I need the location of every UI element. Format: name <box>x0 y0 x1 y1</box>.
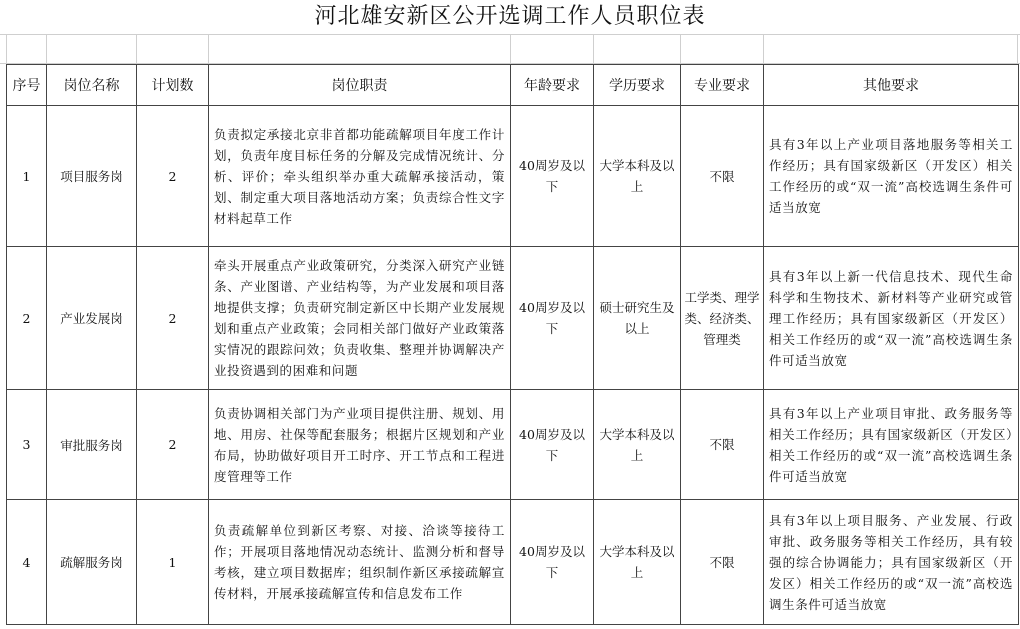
cell-other: 具有3年以上产业项目落地服务等相关工作经历；具有国家级新区（开发区）相关工作经历的或“双一流”高校选调生条件可适当放宽 <box>764 106 1019 247</box>
cell-plan: 2 <box>137 106 209 247</box>
cell-duty: 负责协调相关部门为产业项目提供注册、规划、用地、用房、社保等配套服务；根据片区规划和产业布局，协助做好项目开工时序、开工节点和工程进度管理等工作 <box>209 390 511 500</box>
cell-major: 不限 <box>681 106 764 247</box>
grid-line <box>763 34 764 64</box>
cell-other: 具有3年以上新一代信息技术、现代生命科学和生物技术、新材料等产业研究或管理工作经历；具有国家级新区（开发区）相关工作经历的或“双一流”高校选调生条件可适当放宽 <box>764 247 1019 390</box>
cell-plan: 2 <box>137 390 209 500</box>
cell-name: 项目服务岗 <box>47 106 137 247</box>
cell-duty: 牵头开展重点产业政策研究，分类深入研究产业链条、产业图谱、产业结构等，为产业发展和项目落地提供支撑；负责研究制定新区中长期产业发展规划和重点产业政策；会同相关部门做好产业政策落实情况的跟踪问效；负责收集、整理并协调解决产业投资遇到的困难和问题 <box>209 247 511 390</box>
cell-age: 40周岁及以下 <box>511 500 594 625</box>
cell-edu: 大学本科及以上 <box>594 390 681 500</box>
header-edu: 学历要求 <box>594 65 681 106</box>
header-age: 年龄要求 <box>511 65 594 106</box>
header-name: 岗位名称 <box>47 65 137 106</box>
cell-no: 2 <box>7 247 47 390</box>
table-row <box>7 106 1019 247</box>
cell-edu: 大学本科及以上 <box>594 500 681 625</box>
position-table <box>6 64 1019 625</box>
grid-line <box>593 34 594 64</box>
cell-no: 3 <box>7 390 47 500</box>
cell-age: 40周岁及以下 <box>511 247 594 390</box>
table-row <box>7 500 1019 625</box>
header-row <box>7 65 1019 106</box>
grid-line <box>1017 34 1018 64</box>
table-row <box>7 247 1019 390</box>
table-row <box>7 390 1019 500</box>
cell-other: 具有3年以上项目服务、产业发展、行政审批、政务服务等相关工作经历，具有较强的综合协调能力；具有国家级新区（开发区）相关工作经历的或“双一流”高校选调生条件可适当放宽 <box>764 500 1019 625</box>
grid-line <box>6 34 7 64</box>
grid-line <box>208 34 209 64</box>
cell-age: 40周岁及以下 <box>511 106 594 247</box>
grid-line <box>136 34 137 64</box>
cell-no: 1 <box>7 106 47 247</box>
cell-name: 审批服务岗 <box>47 390 137 500</box>
page-title: 河北雄安新区公开选调工作人员职位表 <box>314 4 706 29</box>
header-no: 序号 <box>7 65 47 106</box>
cell-edu: 硕士研究生及以上 <box>594 247 681 390</box>
grid-line <box>46 34 47 64</box>
grid-line <box>680 34 681 64</box>
cell-major: 工学类、理学类、经济类、管理类 <box>681 247 764 390</box>
cell-plan: 1 <box>137 500 209 625</box>
cell-plan: 2 <box>137 247 209 390</box>
cell-duty: 负责疏解单位到新区考察、对接、洽谈等接待工作；开展项目落地情况动态统计、监测分析和督导考核，建立项目数据库；组织制作新区承接疏解宣传材料，开展承接疏解宣传和信息发布工作 <box>209 500 511 625</box>
cell-name: 产业发展岗 <box>47 247 137 390</box>
header-plan: 计划数 <box>137 65 209 106</box>
cell-age: 40周岁及以下 <box>511 390 594 500</box>
cell-duty: 负责拟定承接北京非首都功能疏解项目年度工作计划，负责年度目标任务的分解及完成情况统计、分析、评价；牵头组织举办重大疏解承接活动，策划、制定重大项目落地活动方案；负责综合性文字材料起草工作 <box>209 106 511 247</box>
cell-no: 4 <box>7 500 47 625</box>
cell-other: 具有3年以上产业项目审批、政务服务等相关工作经历；具有国家级新区（开发区）相关工作经历的或“双一流”高校选调生条件可适当放宽 <box>764 390 1019 500</box>
cell-edu: 大学本科及以上 <box>594 106 681 247</box>
cell-major: 不限 <box>681 390 764 500</box>
header-other: 其他要求 <box>764 65 1019 106</box>
header-duty: 岗位职责 <box>209 65 511 106</box>
cell-name: 疏解服务岗 <box>47 500 137 625</box>
header-major: 专业要求 <box>681 65 764 106</box>
cell-major: 不限 <box>681 500 764 625</box>
grid-line <box>510 34 511 64</box>
